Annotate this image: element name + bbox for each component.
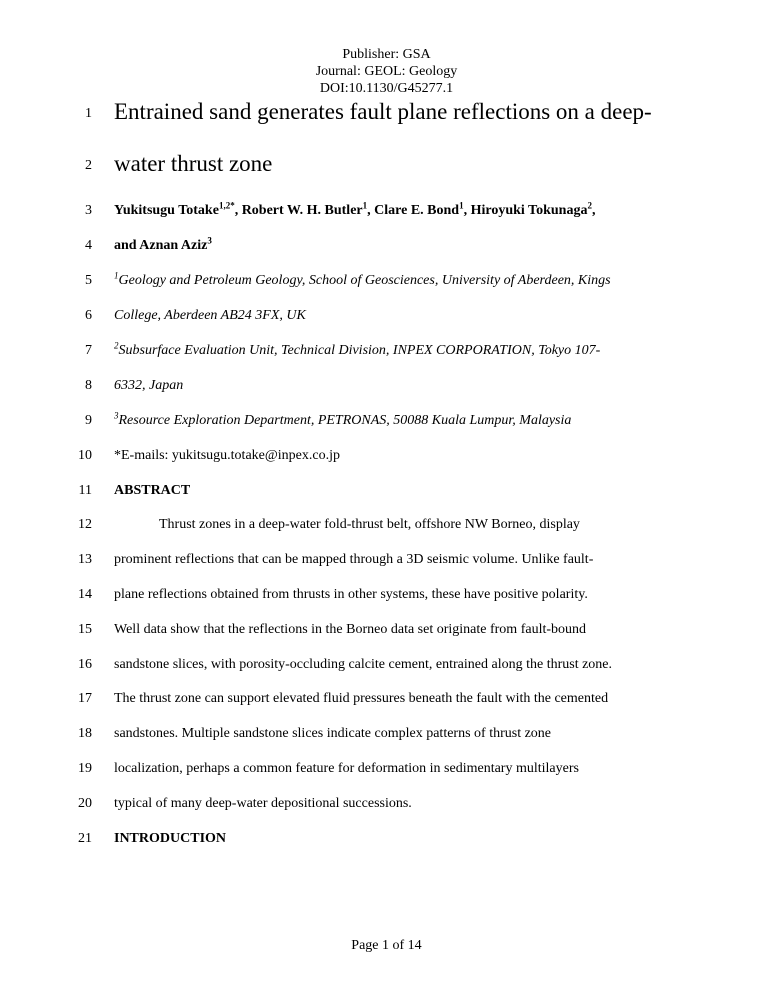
paper-title-line-1: Entrained sand generates fault plane reflections on a deep- bbox=[114, 99, 652, 124]
line-number: 20 bbox=[78, 796, 92, 811]
line-number: 9 bbox=[85, 413, 92, 428]
line-number: 11 bbox=[78, 483, 92, 498]
line-number: 21 bbox=[78, 831, 92, 846]
line-number: 3 bbox=[85, 203, 92, 218]
affiliation-1-continued: College, Aberdeen AB24 3FX, UK bbox=[114, 308, 306, 323]
abstract-heading: ABSTRACT bbox=[114, 483, 191, 498]
author-superscript: 2 bbox=[587, 200, 592, 211]
abstract-line: sandstone slices, with porosity-occluding calcite cement, entrained along the thrust zone. bbox=[114, 657, 613, 672]
affiliation-text: Geology and Petroleum Geology, School of Geosciences, University of Aberdeen, Kings bbox=[118, 273, 611, 288]
author-superscript: 1 bbox=[362, 200, 368, 211]
line-number: 2 bbox=[85, 158, 92, 173]
abstract-line: The thrust zone can support elevated fluid pressures beneath the fault with the cemented bbox=[114, 691, 609, 706]
affiliation-superscript: 1 bbox=[114, 270, 119, 281]
line-number: 13 bbox=[78, 552, 92, 567]
author-line-1 bbox=[114, 200, 596, 219]
affiliation-2 bbox=[114, 340, 601, 359]
affiliation-2-continued: 6332, Japan bbox=[114, 378, 184, 393]
author-name: , Hiroyuki Tokunaga bbox=[463, 203, 588, 218]
abstract-line: localization, perhaps a common feature for deformation in sedimentary multilayers bbox=[114, 761, 579, 776]
line-number: 15 bbox=[78, 622, 92, 637]
line-number: 17 bbox=[78, 691, 92, 706]
line-number: 1 bbox=[85, 106, 92, 121]
line-number: 14 bbox=[78, 587, 92, 602]
author-name: , Robert W. H. Butler bbox=[234, 203, 363, 218]
affiliation-1 bbox=[114, 270, 611, 289]
journal-line: Journal: GEOL: Geology bbox=[315, 64, 458, 79]
line-number: 10 bbox=[78, 448, 92, 463]
author-name: , Clare E. Bond bbox=[367, 203, 460, 218]
affiliation-superscript: 2 bbox=[114, 340, 119, 351]
doi-line: DOI:10.1130/G45277.1 bbox=[319, 81, 454, 96]
affiliation-text: Subsurface Evaluation Unit, Technical Division, INPEX CORPORATION, Tokyo 107- bbox=[118, 343, 601, 358]
abstract-line: prominent reflections that can be mapped through a 3D seismic volume. Unlike fault- bbox=[114, 552, 594, 567]
line-number: 16 bbox=[78, 657, 92, 672]
affiliation-superscript: 3 bbox=[114, 410, 119, 421]
abstract-line: Thrust zones in a deep-water fold-thrust belt, offshore NW Borneo, display bbox=[159, 517, 580, 532]
author-line-2 bbox=[114, 235, 212, 254]
line-number: 18 bbox=[78, 726, 92, 741]
page-number: Page 1 of 14 bbox=[351, 938, 422, 953]
line-number: 4 bbox=[85, 238, 92, 253]
author-separator: , bbox=[591, 203, 596, 218]
paper-title-line-2: water thrust zone bbox=[114, 151, 273, 176]
author-superscript: 3 bbox=[207, 235, 212, 246]
abstract-line: typical of many deep-water depositional successions. bbox=[114, 796, 412, 811]
introduction-heading: INTRODUCTION bbox=[114, 831, 227, 846]
line-number: 12 bbox=[78, 517, 92, 532]
affiliation-3 bbox=[114, 410, 572, 429]
line-number: 5 bbox=[85, 273, 92, 288]
line-number: 19 bbox=[78, 761, 92, 776]
abstract-line: plane reflections obtained from thrusts in other systems, these have positive polarity. bbox=[114, 587, 588, 602]
line-number: 7 bbox=[85, 343, 92, 358]
publisher-line: Publisher: GSA bbox=[342, 47, 431, 62]
author-superscript: 1,2* bbox=[218, 200, 235, 211]
author-name: and Aznan Aziz bbox=[114, 238, 208, 253]
author-name: Yukitsugu Totake bbox=[114, 203, 219, 218]
abstract-line: sandstones. Multiple sandstone slices indicate complex patterns of thrust zone bbox=[114, 726, 552, 741]
abstract-line: Well data show that the reflections in the Borneo data set originate from fault-bound bbox=[114, 622, 587, 637]
corresponding-email: *E-mails: yukitsugu.totake@inpex.co.jp bbox=[114, 448, 340, 463]
line-number: 8 bbox=[85, 378, 92, 393]
line-number: 6 bbox=[85, 308, 92, 323]
affiliation-text: Resource Exploration Department, PETRONAS, 50088 Kuala Lumpur, Malaysia bbox=[118, 413, 572, 428]
author-superscript: 1 bbox=[459, 200, 464, 211]
